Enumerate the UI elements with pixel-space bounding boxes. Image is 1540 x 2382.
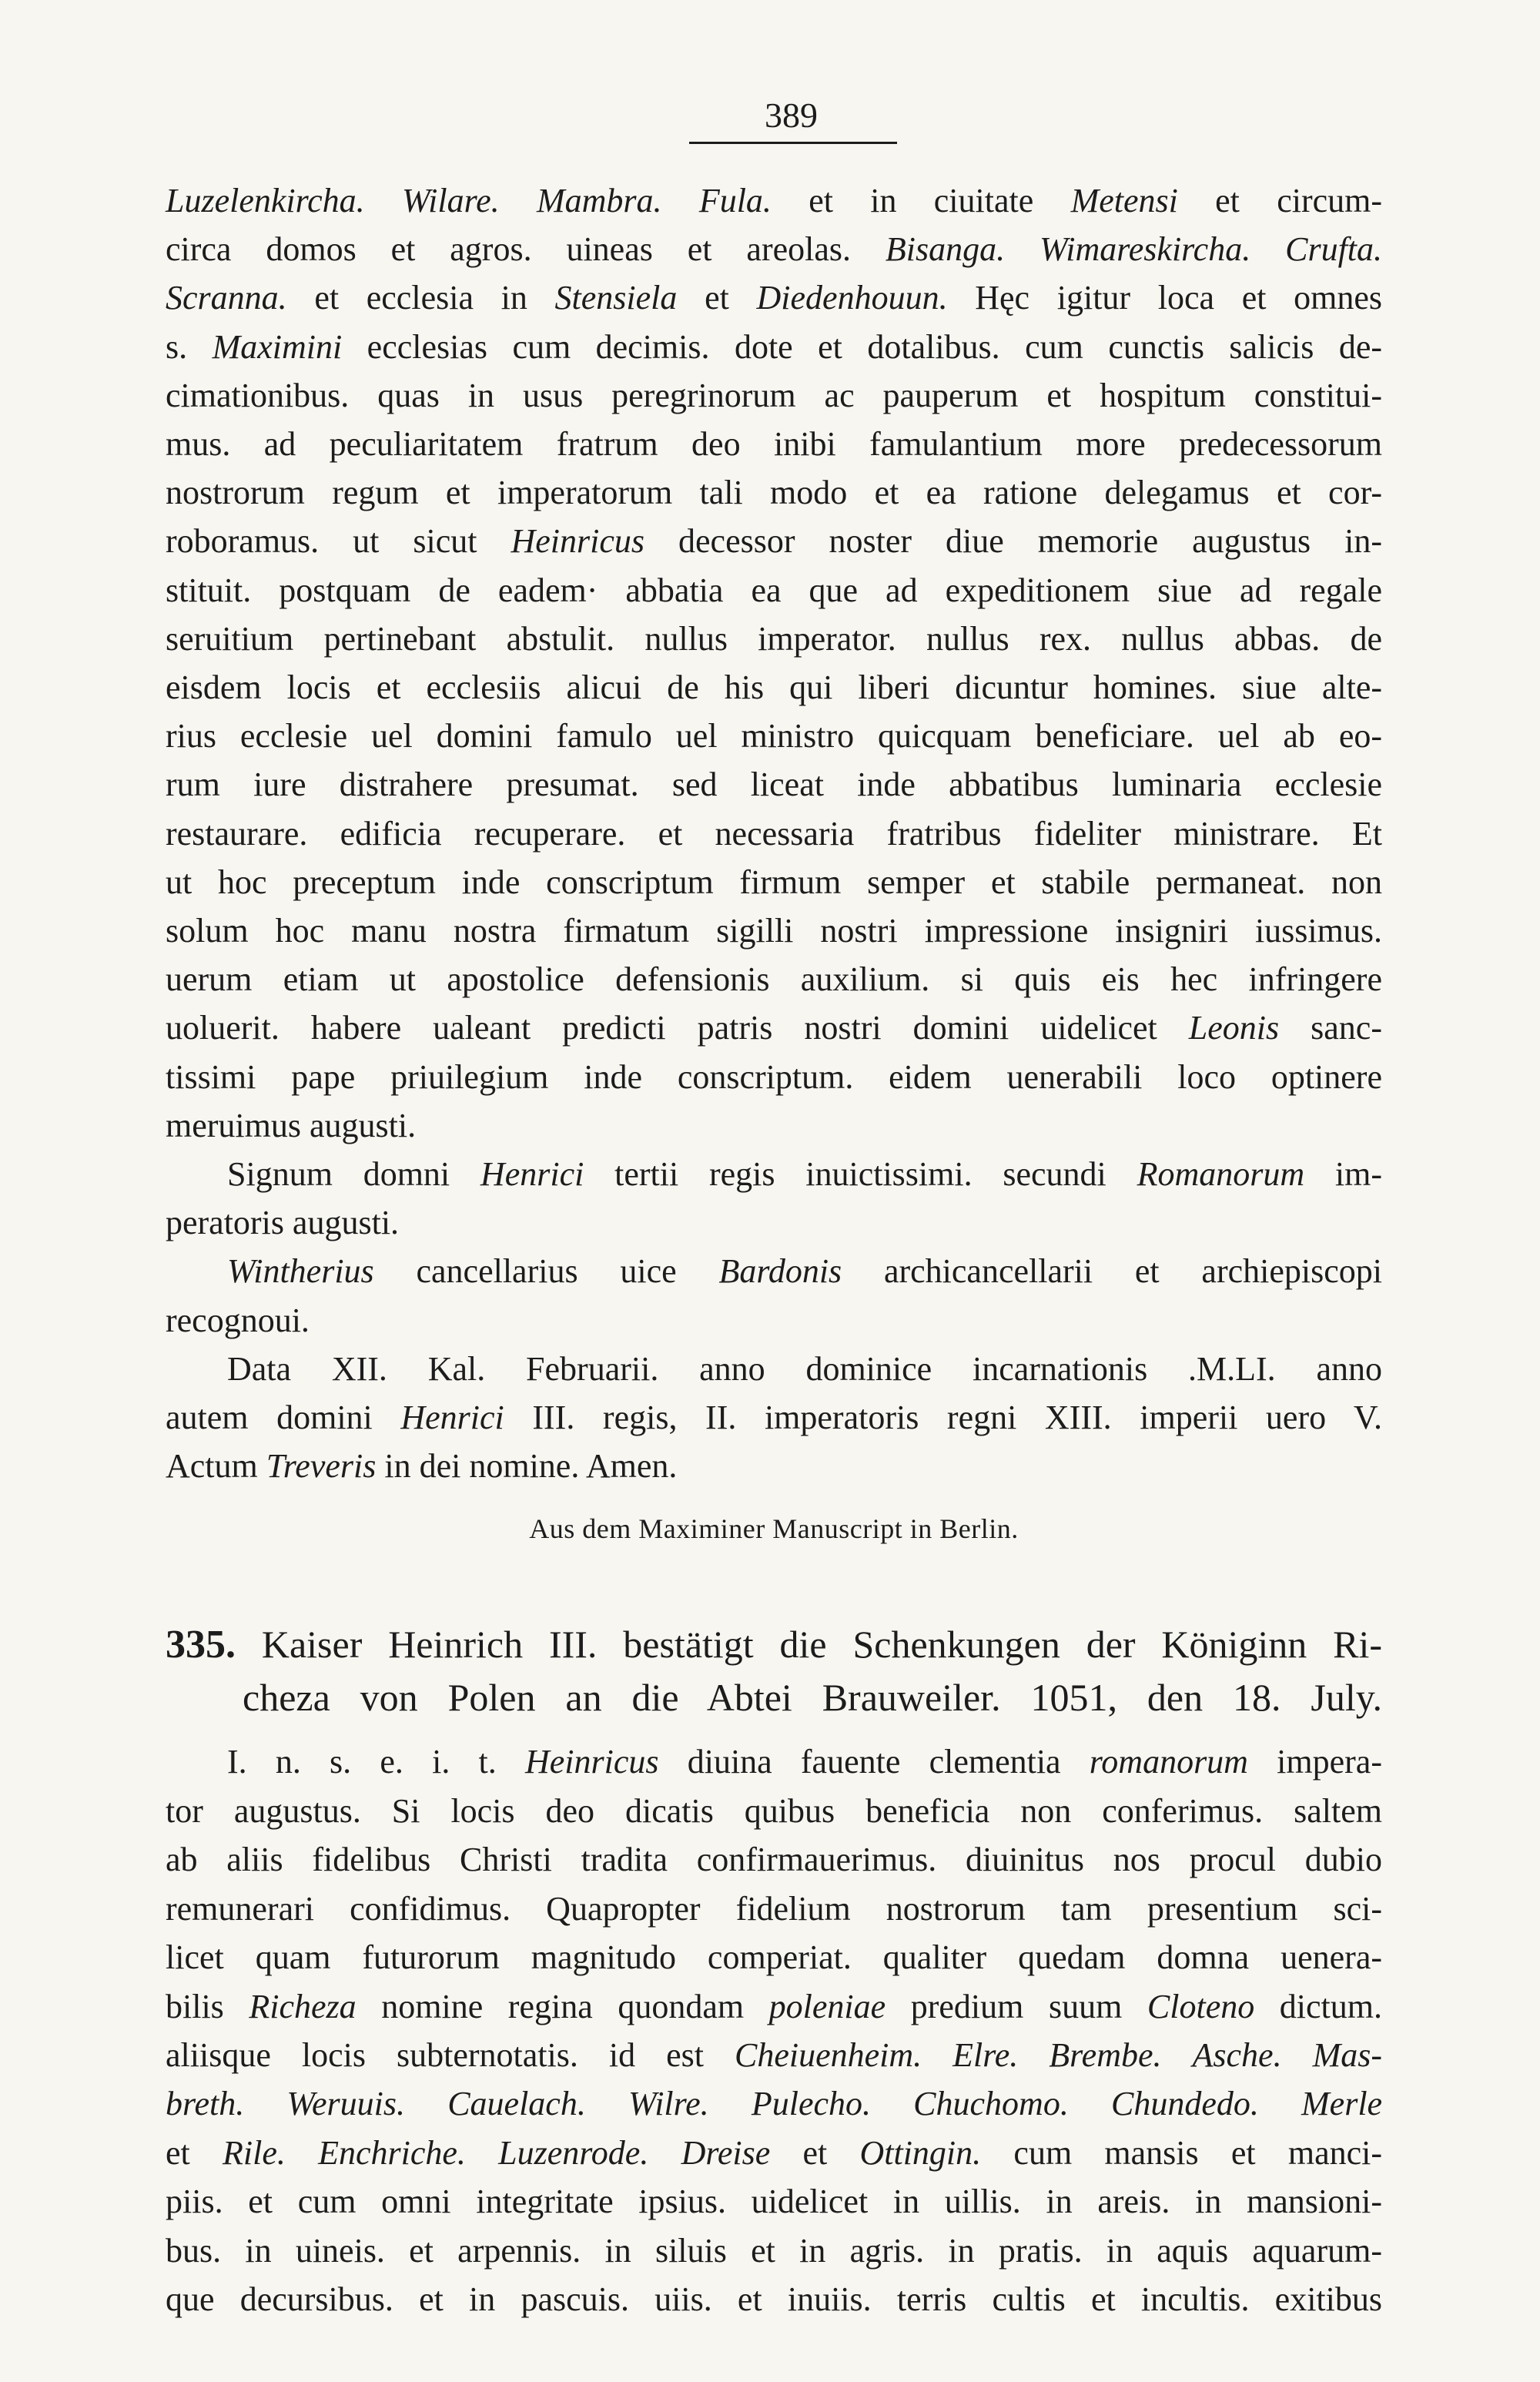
italic-name: Leonis xyxy=(1188,1009,1280,1047)
italic-name: Romanorum xyxy=(1137,1155,1305,1194)
text-run: tor augustus. Si locis deo dicatis quibus beneficia non conferimus. saltem xyxy=(166,1791,1382,1830)
italic-name: Fula. xyxy=(698,182,772,219)
text-run: stituit. postquam de eadem· abbatia ea que ad expeditionem siue ad regale xyxy=(166,571,1382,609)
italic-name: Wimareskircha. xyxy=(1040,230,1251,269)
text-line xyxy=(166,955,1382,1003)
text-line xyxy=(166,2079,1382,2128)
text-run: licet quam futurorum magnitudo comperiat. qualiter quedam domna uenera- xyxy=(166,1938,1382,1977)
text-run xyxy=(1250,230,1285,268)
text-run xyxy=(1069,2085,1111,2122)
text-line xyxy=(166,906,1382,955)
text-run: III. regis, II. imperatoris regni XIII. imperii uero V. xyxy=(504,1399,1382,1437)
italic-name: breth. xyxy=(166,2085,245,2123)
text-run: Actum xyxy=(166,1447,266,1486)
text-line xyxy=(166,1053,1382,1101)
text-run: et xyxy=(166,2133,223,2172)
italic-name: Maximini xyxy=(212,327,343,366)
text-run: in dei nomine. Amen. xyxy=(376,1447,678,1486)
italic-name: Luzelenkircha. xyxy=(166,182,365,219)
italic-name: Wintherius xyxy=(227,1252,374,1291)
italic-name: Bardonis xyxy=(718,1252,842,1291)
italic-name: Wilare. xyxy=(401,182,500,219)
text-run: eisdem locis et ecclesiis alicui de his qui liberi dicuntur homines. siue alte- xyxy=(166,668,1382,707)
text-run: tertii regis inuictissimi. secundi xyxy=(584,1155,1137,1194)
text-run xyxy=(244,2085,286,2122)
text-run: solum hoc manu nostra firmatum sigilli nostri impressione insigniri iussimus. xyxy=(166,912,1382,950)
italic-name: Bisanga. xyxy=(885,230,1006,269)
text-line xyxy=(166,225,1382,273)
text-run xyxy=(709,2085,752,2122)
text-line xyxy=(166,1101,1382,1150)
text-run xyxy=(405,2085,447,2122)
italic-name: Cauelach. xyxy=(447,2085,586,2123)
italic-name: Richeza xyxy=(249,1987,357,2025)
text-run: roboramus. ut sicut xyxy=(166,522,511,561)
text-line xyxy=(166,420,1382,468)
text-run xyxy=(1162,2036,1193,2074)
continued-charter-text xyxy=(166,176,1382,1490)
text-run xyxy=(500,182,537,219)
text-run: seruitium pertinebant abstulit. nullus imperator. nullus rex. nullus abbas. de xyxy=(166,619,1382,658)
document-heading xyxy=(166,1618,1382,1724)
text-run: mus. ad peculiaritatem fratrum deo inibi famulantium more predecessorum xyxy=(166,425,1382,464)
text-run: autem domini xyxy=(166,1399,401,1437)
text-run: bilis xyxy=(166,1987,249,2025)
italic-name: Mambra. xyxy=(536,182,662,219)
text-run xyxy=(586,2085,628,2122)
text-run: sanc- xyxy=(1279,1009,1382,1047)
text-run: bus. in uineis. et arpennis. in siluis et in agris. in pratis. in aquis aquarum- xyxy=(166,2231,1382,2270)
text-run: impera- xyxy=(1247,1743,1382,1781)
text-line xyxy=(166,371,1382,420)
italic-name: Crufta. xyxy=(1285,230,1383,269)
dating-paragraph xyxy=(166,1345,1382,1491)
text-line xyxy=(166,2129,1382,2177)
italic-name: Diedenhouun. xyxy=(756,279,948,317)
text-line xyxy=(166,566,1382,615)
text-run: et ecclesia in xyxy=(286,279,555,317)
text-line xyxy=(166,1150,1382,1198)
text-run: remunerari confidimus. Quapropter fidelium nostrorum tam presentium sci- xyxy=(166,1889,1382,1928)
italic-name: Heinricus xyxy=(511,522,645,561)
document-body xyxy=(166,1737,1382,2323)
text-run: diuina fauente clementia xyxy=(658,1743,1090,1781)
italic-name: Treveris xyxy=(266,1447,377,1486)
text-run: I. n. s. e. i. t. xyxy=(227,1743,525,1781)
italic-name: poleniae xyxy=(768,1987,886,2025)
italic-name: Ottingin. xyxy=(859,2133,982,2172)
italic-name: Mas- xyxy=(1312,2035,1383,2074)
text-run: predium suum xyxy=(886,1987,1147,2025)
text-line xyxy=(166,1787,1382,1835)
text-run xyxy=(1018,2036,1049,2074)
text-run: restaurare. edificia recuperare. et necessaria fratribus fideliter ministrare. Et xyxy=(166,814,1382,853)
document-heading-line-1 xyxy=(166,1618,1382,1671)
charter-main-paragraph xyxy=(166,176,1382,1150)
text-line xyxy=(166,809,1382,858)
italic-name: romanorum xyxy=(1089,1743,1248,1781)
text-line xyxy=(166,1296,1382,1345)
text-line xyxy=(166,1835,1382,1884)
italic-name: Stensiela xyxy=(554,279,678,317)
text-line xyxy=(166,2226,1382,2275)
text-line xyxy=(166,712,1382,760)
text-run: uoluerit. habere ualeant predicti patris nostri domini uidelicet xyxy=(166,1009,1189,1047)
italic-name: Enchriche. xyxy=(318,2133,466,2172)
text-line xyxy=(166,2275,1382,2323)
text-line xyxy=(166,1884,1382,1933)
text-run: Data XII. Kal. Februarii. anno dominice incarnationis .M.LI. anno xyxy=(227,1349,1382,1388)
text-line xyxy=(166,2031,1382,2079)
text-run: piis. et cum omni integritate ipsius. uidelicet in uillis. in areis. in mansioni- xyxy=(166,2183,1382,2221)
text-run xyxy=(1259,2085,1301,2122)
italic-name: Pulecho. xyxy=(751,2085,872,2123)
text-run: decessor noster diue memorie augustus in- xyxy=(644,522,1382,561)
text-line xyxy=(166,1737,1382,1786)
document-title-part-1: Kaiser Heinrich III. bestätigt die Schenkungen der Königinn Ri- xyxy=(261,1623,1383,1667)
text-run: archicancellarii et archiepiscopi xyxy=(842,1252,1382,1291)
document-heading-line-2: cheza von Polen an die Abtei Brauweiler. 1051, den 18. July. xyxy=(243,1676,1382,1720)
text-run xyxy=(1282,2036,1313,2074)
text-run: cancellarius uice xyxy=(373,1252,719,1291)
text-line xyxy=(166,2177,1382,2226)
text-line xyxy=(166,1198,1382,1247)
text-line xyxy=(166,760,1382,809)
text-line xyxy=(166,1933,1382,1982)
text-line xyxy=(166,663,1382,712)
italic-name: Merle xyxy=(1301,2085,1383,2123)
text-line xyxy=(166,176,1382,225)
italic-name: Cheiuenheim. xyxy=(734,2035,922,2074)
text-run: tissimi pape priuilegium inde conscriptum. eidem uenerabili loco optinere xyxy=(166,1057,1382,1096)
text-run: que decursibus. et in pascuis. uiis. et inuiis. terris cultis et incultis. exitibus xyxy=(166,2280,1382,2318)
text-run xyxy=(871,2085,913,2122)
text-run: aliisque locis subternotatis. id est xyxy=(166,2035,735,2074)
text-run xyxy=(1005,230,1040,268)
italic-name: Weruuis. xyxy=(286,2085,406,2123)
italic-name: Wilre. xyxy=(628,2085,709,2123)
text-line xyxy=(166,1393,1382,1442)
text-line xyxy=(166,1442,1382,1490)
source-note: Aus dem Maximiner Manuscript in Berlin. xyxy=(529,1513,1019,1545)
text-run xyxy=(922,2036,952,2074)
text-line xyxy=(166,1247,1382,1295)
text-run xyxy=(286,2134,318,2172)
text-run: et in ciuitate xyxy=(771,182,1071,219)
page-number: 389 xyxy=(765,95,818,135)
text-line xyxy=(166,468,1382,517)
text-run: circa domos et agros. uineas et areolas. xyxy=(166,230,886,269)
text-run: et circum- xyxy=(1177,182,1383,219)
text-run: rius ecclesie uel domini famulo uel ministro quicquam beneficiare. uel ab eo- xyxy=(166,717,1382,755)
text-run xyxy=(365,182,402,219)
italic-name: Scranna. xyxy=(166,279,287,317)
text-run: im- xyxy=(1304,1155,1382,1194)
italic-name: Luzenrode. xyxy=(498,2133,649,2172)
text-run: dictum. xyxy=(1254,1987,1382,2025)
text-run: et xyxy=(677,279,757,317)
text-run: uerum etiam ut apostolice defensionis auxilium. si quis eis hec infringere xyxy=(166,960,1382,999)
text-run xyxy=(662,182,699,219)
italic-name: Chundedo. xyxy=(1110,2085,1259,2123)
text-line xyxy=(166,1982,1382,2031)
text-run: nomine regina quondam xyxy=(356,1987,769,2025)
text-line xyxy=(166,517,1382,565)
italic-name: Brembe. xyxy=(1049,2035,1162,2074)
text-run: rum iure distrahere presumat. sed liceat inde abbatibus luminaria ecclesie xyxy=(166,766,1382,804)
signum-paragraph xyxy=(166,1150,1382,1247)
text-run: meruimus augusti. xyxy=(166,1106,417,1144)
recognition-paragraph xyxy=(166,1247,1382,1344)
page-number-rule xyxy=(689,142,897,144)
text-run: recognoui. xyxy=(166,1301,310,1339)
italic-name: Henrici xyxy=(480,1155,584,1194)
text-line xyxy=(166,1345,1382,1393)
text-run: et xyxy=(770,2133,860,2172)
text-run: cimationibus. quas in usus peregrinorum ac pauperum et hospitum constitui- xyxy=(166,376,1382,414)
text-run: cum mansis et manci- xyxy=(981,2133,1383,2172)
text-run: Signum domni xyxy=(227,1155,480,1194)
text-line xyxy=(166,1003,1382,1052)
text-run: nostrorum regum et imperatorum tali modo et ea ratione delegamus et cor- xyxy=(166,474,1382,512)
italic-name: Rile. xyxy=(223,2133,286,2172)
text-run xyxy=(466,2134,498,2172)
text-run: ecclesias cum decimis. dote et dotalibus. cum cunctis salicis de- xyxy=(342,327,1382,366)
italic-name: Heinricus xyxy=(524,1743,659,1781)
italic-name: Elre. xyxy=(952,2035,1019,2074)
document-number: 335. xyxy=(166,1623,236,1667)
text-line xyxy=(166,615,1382,663)
text-run: Hęc igitur loca et omnes xyxy=(947,279,1383,317)
text-run: peratoris augusti. xyxy=(166,1204,400,1242)
text-line xyxy=(166,273,1382,322)
text-run: ab aliis fidelibus Christi tradita confirmauerimus. diuinitus nos procul dubio xyxy=(166,1841,1382,1879)
italic-name: Chuchomo. xyxy=(913,2085,1069,2123)
italic-name: Dreise xyxy=(681,2133,771,2172)
italic-name: Cloteno xyxy=(1147,1987,1255,2025)
italic-name: Henrici xyxy=(400,1399,504,1437)
text-line xyxy=(166,323,1382,371)
italic-name: Metensi xyxy=(1070,182,1178,219)
text-line xyxy=(166,858,1382,906)
text-run xyxy=(648,2134,681,2172)
text-run: ut hoc preceptum inde conscriptum firmum semper et stabile permaneat. non xyxy=(166,863,1382,901)
text-run: s. xyxy=(166,327,213,366)
italic-name: Asche. xyxy=(1192,2035,1282,2074)
page xyxy=(166,92,1382,2323)
